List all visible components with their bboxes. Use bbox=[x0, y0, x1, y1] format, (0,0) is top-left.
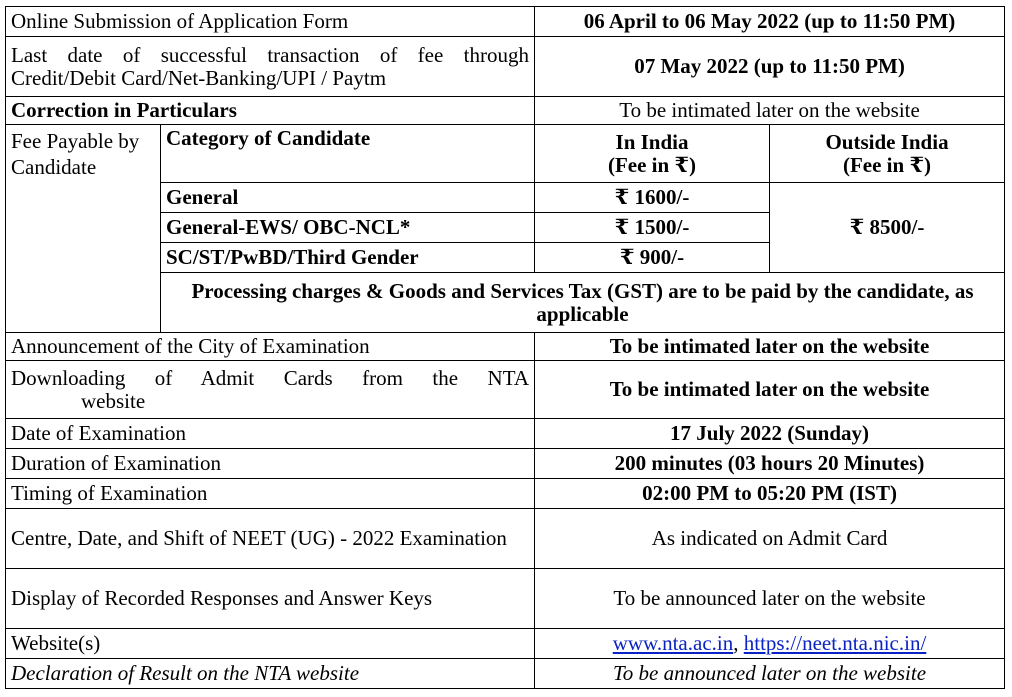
schedule-table bbox=[5, 6, 1005, 689]
row-result bbox=[6, 659, 1005, 689]
row-centre bbox=[6, 509, 1005, 569]
website-separator: , bbox=[733, 631, 739, 656]
website-value bbox=[535, 629, 1005, 659]
city-value: To be intimated later on the website bbox=[535, 333, 1005, 361]
fee-india-amount: ₹ 1600/- bbox=[535, 183, 770, 213]
responses-label: Display of Recorded Responses and Answer Keys bbox=[6, 569, 535, 629]
timing-label: Timing of Examination bbox=[6, 479, 535, 509]
row-last-date-fee bbox=[6, 37, 1005, 97]
fee-header-outside bbox=[770, 125, 1005, 183]
exam-date-value: 17 July 2022 (Sunday) bbox=[535, 419, 1005, 449]
row-responses bbox=[6, 569, 1005, 629]
fee-header-outside-line2: (Fee in ₹) bbox=[842, 152, 932, 177]
fee-category-name: SC/ST/PwBD/Third Gender bbox=[161, 243, 535, 273]
fee-header-india bbox=[535, 125, 770, 183]
city-label: Announcement of the City of Examination bbox=[6, 333, 535, 361]
result-value: To be announced later on the website bbox=[535, 659, 1005, 689]
fee-outside-amount: ₹ 8500/- bbox=[770, 183, 1005, 273]
duration-label: Duration of Examination bbox=[6, 449, 535, 479]
row-fee-header bbox=[6, 125, 1005, 183]
row-website bbox=[6, 629, 1005, 659]
fee-category-name: General bbox=[161, 183, 535, 213]
responses-value: To be announced later on the website bbox=[535, 569, 1005, 629]
fee-header-outside-line1: Outside India bbox=[825, 129, 949, 154]
last-date-fee-value: 07 May 2022 (up to 11:50 PM) bbox=[535, 37, 1005, 97]
row-duration bbox=[6, 449, 1005, 479]
nta-website-link[interactable]: www.nta.ac.in bbox=[612, 631, 734, 656]
fee-category-name: General-EWS/ OBC-NCL* bbox=[161, 213, 535, 243]
fee-india-amount: ₹ 1500/- bbox=[535, 213, 770, 243]
row-timing bbox=[6, 479, 1005, 509]
fee-header-category: Category of Candidate bbox=[161, 125, 535, 183]
website-label: Website(s) bbox=[6, 629, 535, 659]
timing-value: 02:00 PM to 05:20 PM (IST) bbox=[535, 479, 1005, 509]
admit-card-label-line2: website bbox=[81, 388, 146, 413]
centre-value: As indicated on Admit Card bbox=[535, 509, 1005, 569]
admit-card-label-line1: Downloading of Admit Cards from the NTA bbox=[11, 365, 530, 390]
result-label: Declaration of Result on the NTA website bbox=[6, 659, 535, 689]
row-exam-date bbox=[6, 419, 1005, 449]
admit-card-label-line2-wrap bbox=[11, 390, 529, 413]
neet-website-link[interactable]: https://neet.nta.nic.in/ bbox=[743, 631, 927, 656]
fee-header-india-line2: (Fee in ₹) bbox=[607, 152, 697, 177]
last-date-fee-label: Last date of successful transaction of fee through Credit/Debit Card/Net-Banking/UPI / Paytm bbox=[6, 37, 535, 97]
fee-india-amount: ₹ 900/- bbox=[535, 243, 770, 273]
fee-payable-label: Fee Payable by Candidate bbox=[6, 125, 161, 333]
fee-note: Processing charges & Goods and Services Tax (GST) are to be paid by the candidate, as applicable bbox=[161, 273, 1005, 333]
row-admit-card bbox=[6, 361, 1005, 419]
admit-card-value: To be intimated later on the website bbox=[535, 361, 1005, 419]
duration-value: 200 minutes (03 hours 20 Minutes) bbox=[535, 449, 1005, 479]
centre-label: Centre, Date, and Shift of NEET (UG) - 2022 Examination bbox=[6, 509, 535, 569]
online-submission-value: 06 April to 06 May 2022 (up to 11:50 PM) bbox=[535, 7, 1005, 37]
row-online-submission bbox=[6, 7, 1005, 37]
row-correction bbox=[6, 97, 1005, 125]
correction-value: To be intimated later on the website bbox=[535, 97, 1005, 125]
exam-date-label: Date of Examination bbox=[6, 419, 535, 449]
admit-card-label bbox=[6, 361, 535, 419]
correction-label: Correction in Particulars bbox=[6, 97, 535, 125]
fee-header-india-line1: In India bbox=[615, 129, 689, 154]
online-submission-label: Online Submission of Application Form bbox=[6, 7, 535, 37]
row-city bbox=[6, 333, 1005, 361]
